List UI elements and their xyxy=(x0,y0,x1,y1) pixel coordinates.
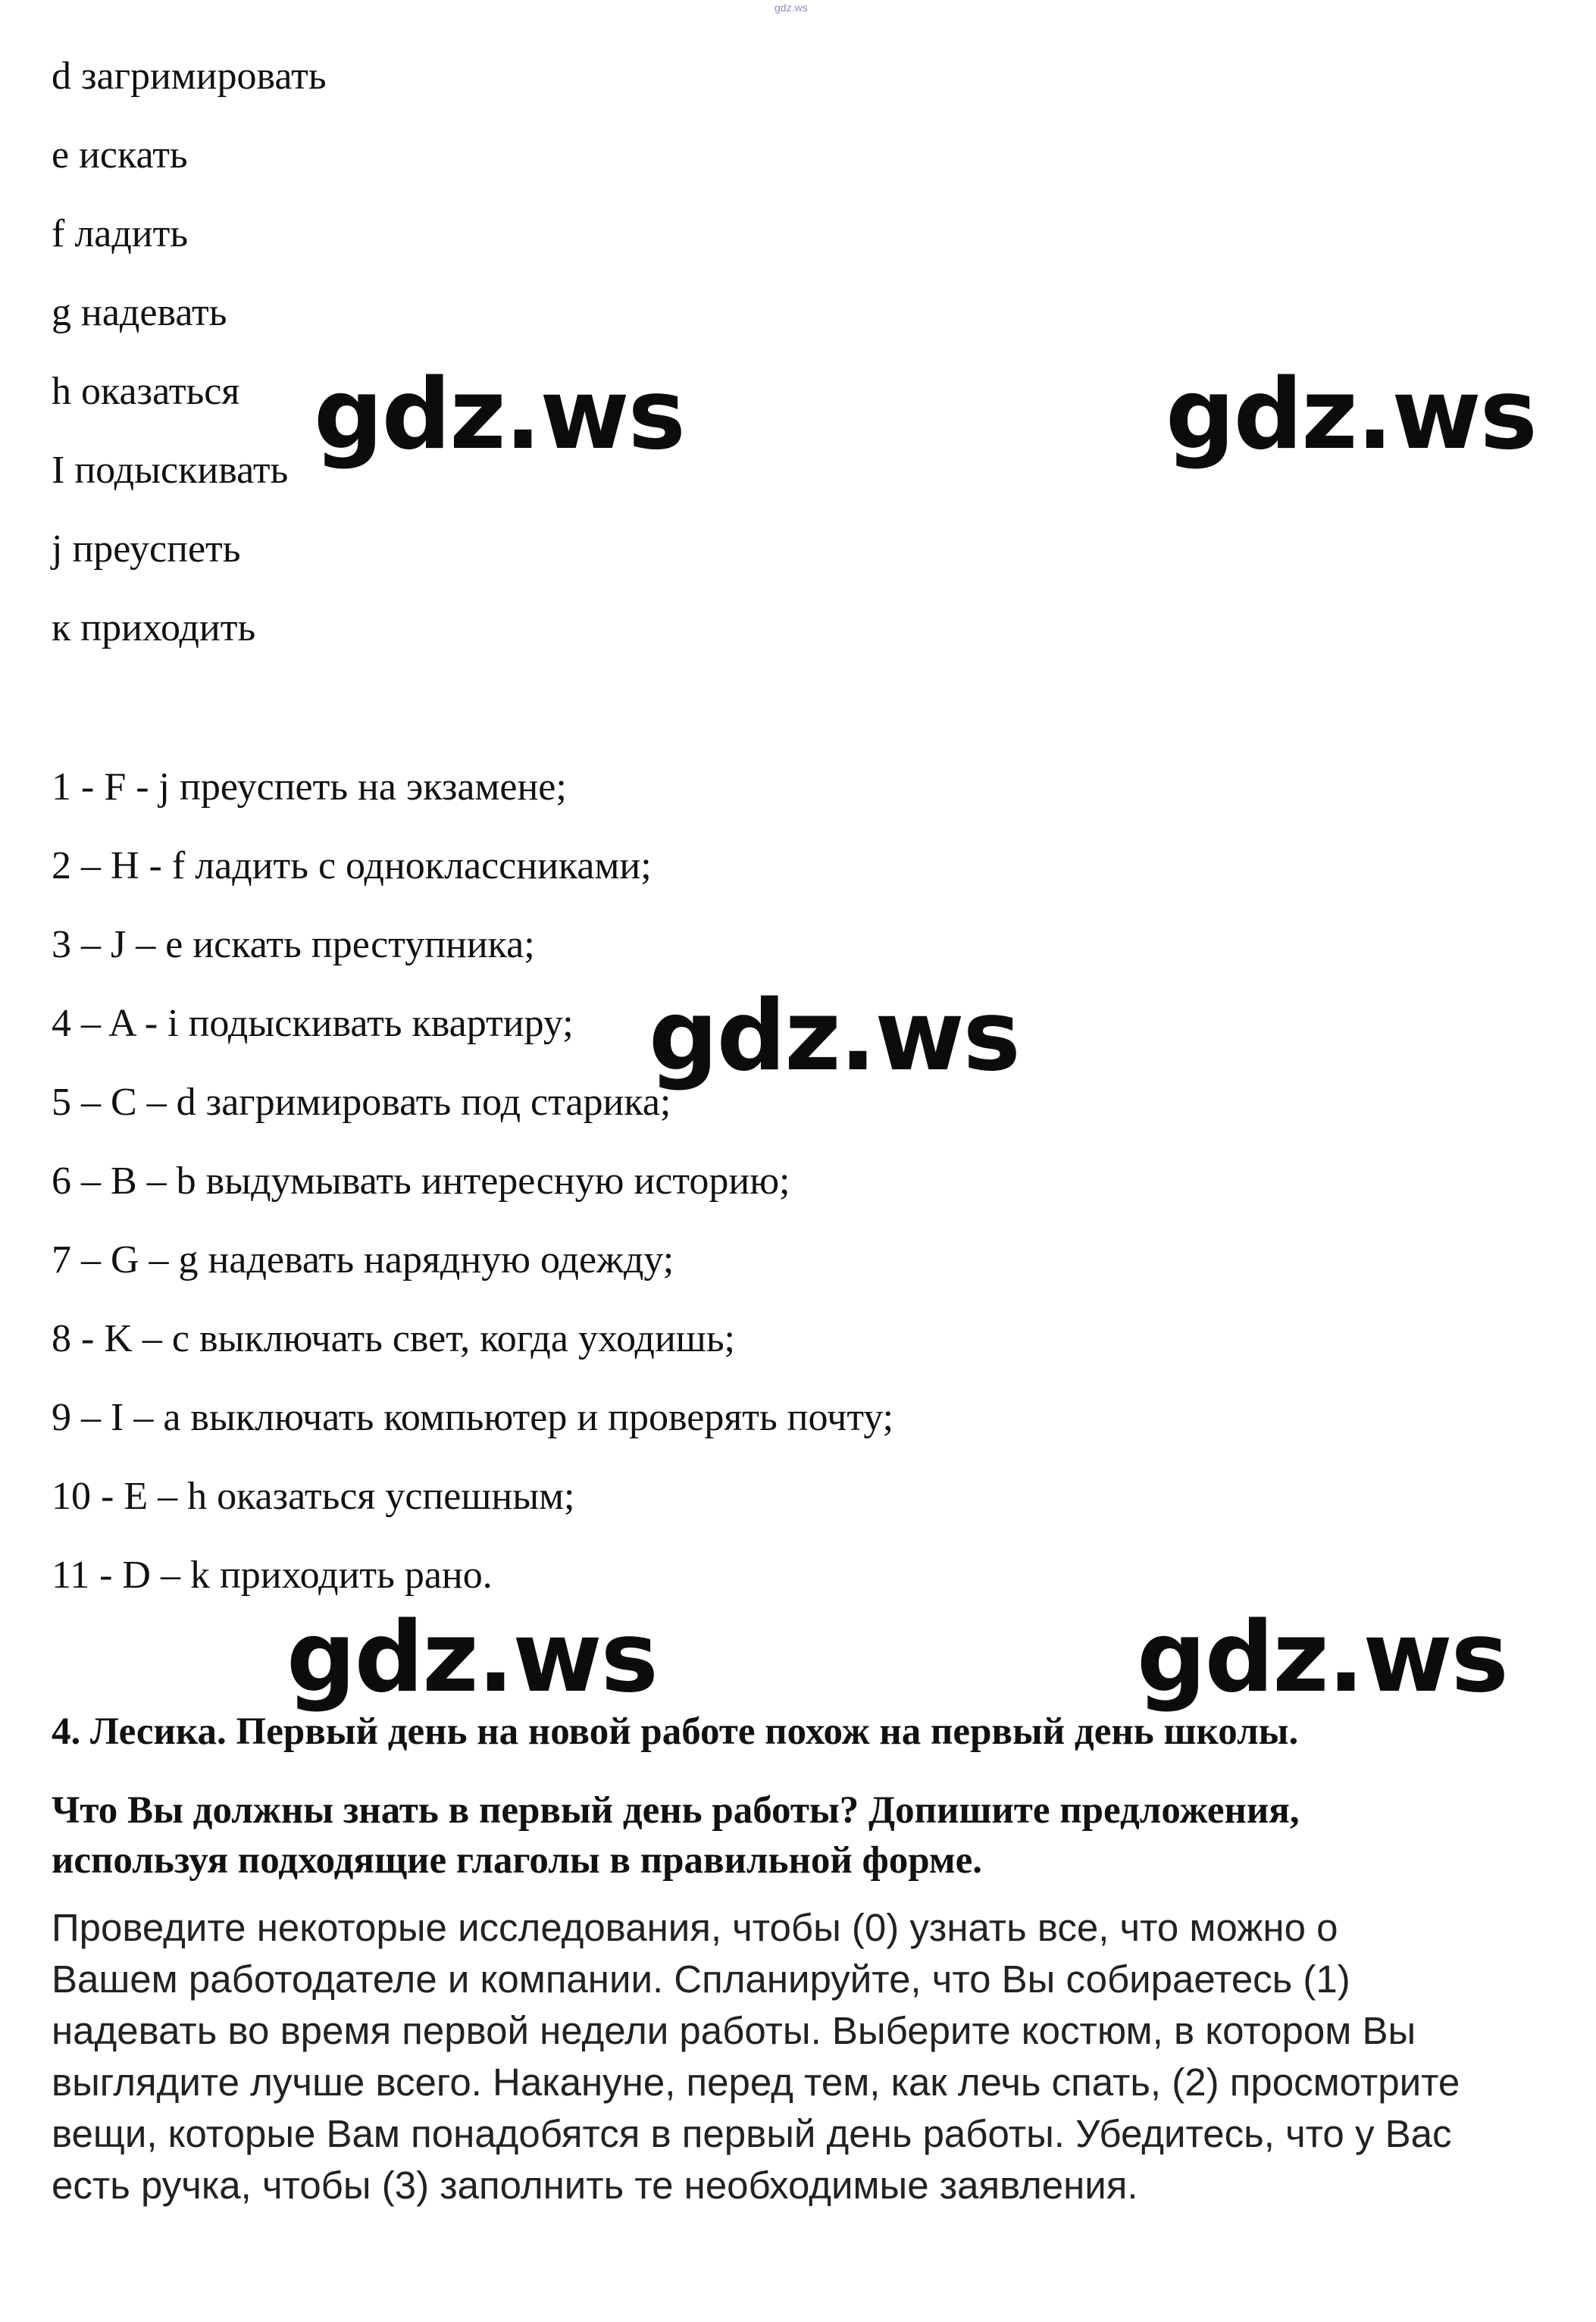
header-site-mark: gdz.ws xyxy=(775,2,808,14)
answer-item: 7 – G – g надевать нарядную одежду; xyxy=(52,1238,674,1281)
verb-item: j преуспеть xyxy=(52,527,241,571)
verb-item: к приходить xyxy=(52,606,256,649)
watermark: gdz.ws xyxy=(1166,358,1536,471)
answer-item: 9 – I – a выключать компьютер и проверять почту; xyxy=(52,1396,894,1439)
task-title: 4. Лесика. Первый день на новой работе похож на первый день школы. xyxy=(52,1710,1299,1753)
answer-item: 11 - D – k приходить рано. xyxy=(52,1554,493,1597)
task-instruction: используя подходящие глаголы в правильной форме. xyxy=(52,1839,982,1882)
verb-item: f ладить xyxy=(52,212,189,255)
answer-item: 10 - E – h оказаться успешным; xyxy=(52,1475,575,1518)
verb-item: h оказаться xyxy=(52,370,240,413)
answer-item: 1 - F - j преуспеть на экзамене; xyxy=(52,765,567,809)
verb-item: I подыскивать xyxy=(52,449,289,492)
verb-item: e искать xyxy=(52,133,188,177)
answer-item: 8 - K – c выключать свет, когда уходишь; xyxy=(52,1317,735,1360)
task-instruction: Что Вы должны знать в первый день работы? Допишите предложения, xyxy=(52,1789,1300,1832)
answer-item: 5 – C – d загримировать под старика; xyxy=(52,1081,671,1124)
watermark: gdz.ws xyxy=(314,358,684,471)
watermark: gdz.ws xyxy=(649,980,1019,1093)
answer-item: 6 – B – b выдумывать интересную историю; xyxy=(52,1159,790,1203)
watermark: gdz.ws xyxy=(286,1601,657,1714)
verb-item: d загримировать xyxy=(52,55,327,98)
watermark: gdz.ws xyxy=(1137,1601,1507,1714)
task-text: Проведите некоторые исследования, чтобы (0) узнать все, что можно о Вашем работодателе и компании. Спланируйте, что Вы собираетесь (1) надевать во время первой недели работы. Выберите костюм, в котором Вы выглядите лучше всего. Накануне, перед тем, как лечь спать, (2) просмотрите вещи, которые Вам понадобятся в первый день работы. Убедитесь, что у Вас есть ручка, чтобы (3) заполнить те необходимые заявления. xyxy=(52,1906,1460,2207)
answer-item: 4 – A - i подыскивать квартиру; xyxy=(52,1002,574,1045)
answer-item: 3 – J – e искать преступника; xyxy=(52,923,535,966)
verb-item: g надевать xyxy=(52,291,227,334)
answer-item: 2 – H - f ладить с одноклассниками; xyxy=(52,844,652,887)
